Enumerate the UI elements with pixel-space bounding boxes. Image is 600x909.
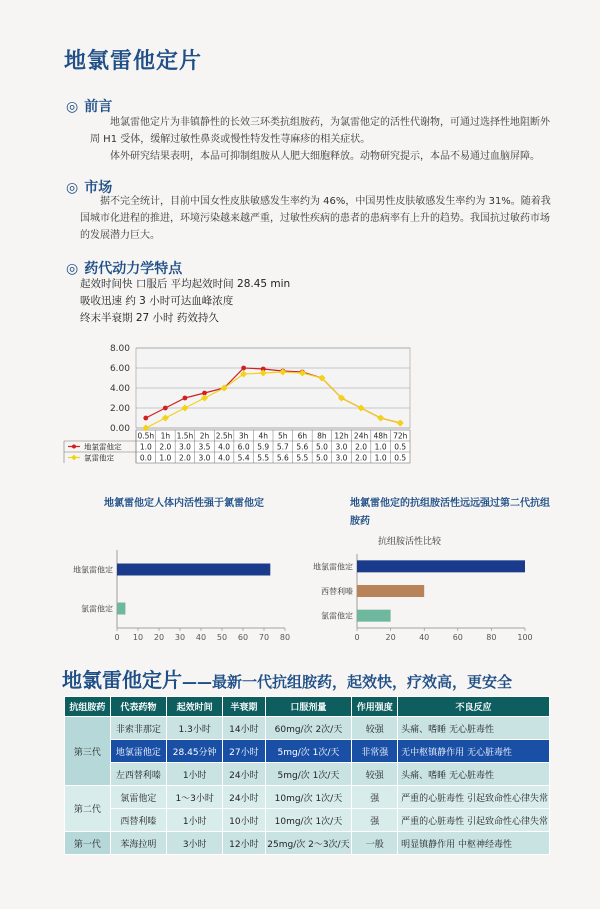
data-table-value: 3.0: [335, 453, 348, 463]
y-tick-label: 4.00: [109, 384, 130, 394]
th-strength: 作用强度: [352, 697, 398, 717]
data-table-value: 5.0: [315, 453, 328, 463]
x-tick-label: 70: [258, 633, 270, 642]
cell: 12小时: [223, 832, 265, 855]
th-half-life: 半衰期: [223, 697, 265, 717]
x-tick-label: 12h: [334, 431, 349, 441]
cell: 5mg/次 1次/天: [265, 740, 352, 763]
x-tick-label: 30: [174, 633, 186, 642]
table-row: [65, 809, 550, 832]
legend-marker: [71, 455, 77, 461]
cell: 明显镇静作用 中枢神经毒性: [398, 832, 550, 855]
comparison-title: [62, 664, 512, 693]
x-tick-label: 20: [385, 633, 396, 642]
table-row: [65, 786, 550, 809]
cell: 氯雷他定: [110, 786, 166, 809]
data-table-value: 3.0: [335, 442, 348, 452]
cell: 5mg/次 1次/天: [265, 763, 352, 786]
bar: [357, 560, 525, 572]
cell: 10小时: [223, 809, 265, 832]
gen-cell-first: 第一代: [65, 832, 111, 855]
data-table-value: 0.5: [394, 453, 407, 463]
x-tick-label: 20: [153, 633, 165, 642]
x-tick-label: 10: [132, 633, 144, 642]
bar-chart-2-title: 地氯雷他定的抗组胺活性远远强过第二代抗组胺药: [350, 498, 550, 527]
cell: 左西替利嗪: [110, 763, 166, 786]
x-tick-label: 5h: [278, 431, 288, 441]
legend-label: 氯雷他定: [84, 453, 114, 463]
x-tick-label: 60: [452, 633, 463, 642]
circle-bullet-icon: ◎: [66, 99, 79, 115]
data-point: [163, 406, 168, 411]
data-point: [183, 396, 188, 401]
cell: 头痛、嗜睡 无心脏毒性: [398, 763, 550, 786]
data-table-value: 5.6: [276, 453, 289, 463]
cell: 10mg/次 1次/天: [265, 809, 352, 832]
pk-line-absorption: 吸收迅速 约 3 小时可达血峰浓度: [80, 295, 234, 307]
bar: [357, 610, 391, 622]
market-paragraph: 据不完全统计，目前中国女性皮肤敏感发生率约为 46%，中国男性皮肤敏感发生率约为 31%。随着我国城市化进程的推进，环境污染越来越严重，过敏性疾病的患者的患病率有上升的趋势。我国抗过敏药市场的发展潜力巨大。: [80, 196, 551, 241]
data-table-value: 5.9: [257, 442, 270, 452]
cell: 1～3小时: [167, 786, 223, 809]
cell: 西替利嗪: [110, 809, 166, 832]
cell: 24小时: [223, 786, 265, 809]
data-table-value: 5.7: [276, 442, 289, 452]
cell: 强: [352, 809, 398, 832]
market-heading-text: 市场: [84, 180, 113, 196]
data-table-value: 2.0: [159, 442, 172, 452]
category-label: 氯雷他定: [321, 611, 353, 621]
cell: 10mg/次 1次/天: [265, 786, 352, 809]
data-table-value: 5.4: [237, 453, 250, 463]
x-tick-label: 40: [419, 633, 430, 642]
cell: 非常强: [352, 740, 398, 763]
section-heading-pk: [66, 258, 182, 278]
th-dose: 口服剂量: [265, 697, 352, 717]
circle-bullet-icon: ◎: [66, 180, 79, 196]
data-table-value: 3.0: [178, 442, 191, 452]
preface-paragraph-2: 体外研究结果表明，本品可抑制组胺从人肥大细胞释放。动物研究提示，本品不易通过血脑屏障。: [110, 151, 540, 162]
activity-bar-chart-2: [295, 548, 535, 645]
data-table-value: 5.6: [296, 442, 309, 452]
table-row: [65, 763, 550, 786]
x-tick-label: 24h: [353, 431, 369, 441]
data-table-value: 3.0: [198, 453, 211, 463]
y-tick-label: 6.00: [109, 364, 130, 374]
x-tick-label: 1.5h: [176, 431, 194, 441]
table-row: [65, 717, 550, 740]
x-tick-label: 0.5h: [137, 431, 155, 441]
market-body: [80, 193, 558, 244]
cell: 25mg/次 2～3次/天: [265, 832, 352, 855]
category-label: 地氯雷他定: [73, 565, 113, 575]
cell: 1小时: [167, 809, 223, 832]
pk-line-onset: 起效时间快 口服后 平均起效时间 28.45 min: [80, 278, 291, 290]
data-table-value: 1.0: [159, 453, 172, 463]
comparison-table: [64, 696, 550, 855]
data-table-value: 1.0: [139, 442, 152, 452]
cell: 地氯雷他定: [110, 740, 166, 763]
bar: [357, 585, 424, 597]
cell: 强: [352, 786, 398, 809]
cell: 较强: [352, 717, 398, 740]
x-tick-label: 0: [354, 633, 360, 642]
y-tick-label: 2.00: [109, 404, 130, 414]
pk-heading-text: 药代动力学特点: [84, 261, 183, 277]
data-table-value: 4.0: [218, 453, 231, 463]
data-table-value: 5.5: [296, 453, 309, 463]
gen-cell-third: 第三代: [65, 717, 111, 786]
pk-line-half-life: 终末半衰期 27 小时 药效持久: [80, 312, 219, 324]
data-table-value: 1.0: [374, 453, 387, 463]
x-tick-label: 80: [486, 633, 497, 642]
th-side-effects: 不良反应: [398, 697, 550, 717]
cell: 严重的心脏毒性 引起致命性心律失常: [398, 809, 550, 832]
table-row: [65, 832, 550, 855]
x-tick-label: 60: [237, 633, 249, 642]
bar: [117, 564, 270, 576]
th-drug: 代表药物: [110, 697, 166, 717]
data-table-value: 2.0: [355, 453, 368, 463]
x-tick-label: 80: [279, 633, 291, 642]
th-onset: 起效时间: [167, 697, 223, 717]
x-tick-label: 2h: [199, 431, 210, 441]
cell: 严重的心脏毒性 引起致命性心律失常: [398, 786, 550, 809]
cell: 头痛、嗜睡 无心脏毒性: [398, 717, 550, 740]
preface-body: [90, 114, 558, 165]
cell: 无中枢镇静作用 无心脏毒性: [398, 740, 550, 763]
preface-heading-text: 前言: [84, 99, 113, 115]
data-table-value: 5.5: [257, 453, 270, 463]
data-table-value: 3.5: [198, 442, 211, 452]
category-label: 西替利嗪: [321, 587, 353, 596]
table-row-highlighted: [65, 740, 550, 763]
page-title: 地氯雷他定片: [64, 49, 203, 74]
data-table-value: 1.0: [374, 442, 387, 452]
x-tick-label: 3h: [238, 431, 249, 441]
cell: 14小时: [223, 717, 265, 740]
cell: 24小时: [223, 763, 265, 786]
cell: 3小时: [167, 832, 223, 855]
gen-cell-second: 第二代: [65, 786, 111, 832]
data-point: [143, 416, 148, 421]
y-tick-label: 8.00: [109, 344, 130, 354]
category-label: 氯雷他定: [81, 604, 113, 614]
category-label: 地氯雷他定: [313, 562, 353, 572]
legend-marker: [72, 445, 76, 449]
section-heading-preface: [66, 96, 112, 116]
bar-chart-2-subtitle: 抗组胺活性比较: [378, 537, 442, 547]
x-tick-label: 6h: [297, 431, 308, 441]
comparison-title-tagline: ——最新一代抗组胺药，起效快，疗效高，更安全: [182, 673, 513, 691]
x-tick-label: 72h: [393, 431, 408, 441]
comparison-title-main: 地氯雷他定片: [62, 668, 182, 692]
bar-chart-1-title: 地氯雷他定人体内活性强于氯雷他定: [104, 498, 264, 509]
cell: 1小时: [167, 763, 223, 786]
cell: 苯海拉明: [110, 832, 166, 855]
circle-bullet-icon: ◎: [66, 261, 79, 277]
cell: 27小时: [223, 740, 265, 763]
cell: 较强: [352, 763, 398, 786]
cell: 1.3小时: [167, 717, 223, 740]
pk-line-chart: [60, 340, 420, 470]
preface-paragraph-1: 地氯雷他定片为非镇静性的长效三环类抗组胺药，为氯雷他定的活性代谢物，可通过选择性地阻断外周 H1 受体，缓解过敏性鼻炎或慢性特发性荨麻疹的相关症状。: [90, 117, 550, 145]
table-header-row: [65, 697, 550, 717]
x-tick-label: 0: [114, 633, 120, 642]
x-tick-label: 50: [216, 633, 228, 642]
activity-bar-chart-1: [55, 540, 295, 645]
data-table-value: 4.0: [218, 442, 231, 452]
data-table-value: 5.0: [315, 442, 328, 452]
x-tick-label: 2.5h: [215, 431, 233, 441]
th-class: 抗组胺药: [65, 697, 111, 717]
cell: 28.45分钟: [167, 740, 223, 763]
legend-label: 地氯雷他定: [84, 442, 122, 452]
x-tick-label: 48h: [373, 431, 388, 441]
data-table-value: 0.0: [139, 453, 152, 463]
x-tick-label: 40: [195, 633, 207, 642]
cell: 60mg/次 2次/天: [265, 717, 352, 740]
data-table-value: 6.0: [237, 442, 250, 452]
x-tick-label: 4h: [258, 431, 268, 441]
x-tick-label: 8h: [317, 431, 327, 441]
cell: 非索非那定: [110, 717, 166, 740]
y-tick-label: 0.00: [109, 424, 130, 434]
data-table-value: 2.0: [355, 442, 368, 452]
data-table-value: 2.0: [178, 453, 191, 463]
data-table-value: 0.5: [394, 442, 407, 452]
bar: [117, 603, 125, 615]
x-tick-label: 100: [517, 633, 533, 642]
data-point: [241, 366, 246, 371]
cell: 一般: [352, 832, 398, 855]
x-tick-label: 1h: [160, 431, 171, 441]
